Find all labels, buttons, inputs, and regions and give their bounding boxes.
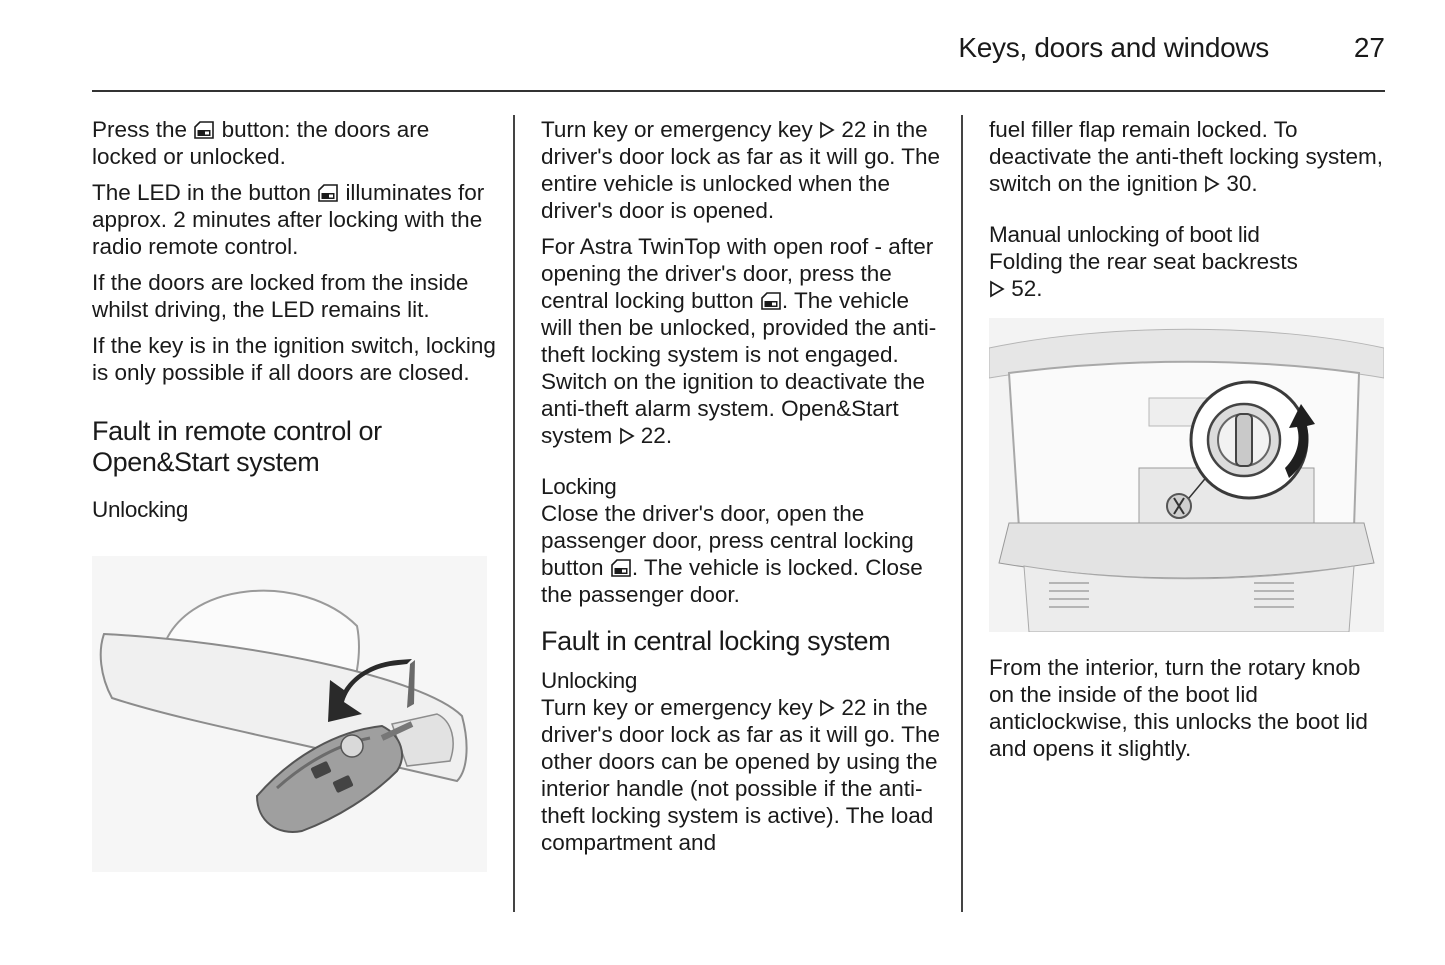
paragraph: From the interior, turn the rotary knob on the inside of the boot lid anticlockwise, this unlocks the boot lid and opens it slightly.: [989, 655, 1368, 761]
paragraph: For Astra TwinTop with open roof - after opening the driver's door, press the central locking button . The vehicle will then be unlocked, provided the anti-theft locking system is not engaged. Switch on the ignition to deactivate the anti-theft alarm system. Open&Start system 22.: [541, 234, 937, 448]
heading-fault-central-locking: Fault in central locking system: [541, 626, 891, 656]
header-rule: [92, 90, 1385, 92]
subheading-manual-unlocking-boot-lid: Manual unlocking of boot lid: [989, 222, 1260, 247]
column-divider-2: [961, 115, 963, 912]
column-divider-1: [513, 115, 515, 912]
subheading-locking: Locking: [541, 474, 617, 499]
cross-reference-arrow-icon: [819, 121, 835, 139]
paragraph: fuel filler flap remain locked. To deactivate the anti-theft locking system, switch on the ignition 30.: [989, 117, 1383, 196]
paragraph: Press the button: the doors are locked or unlocked.: [92, 117, 430, 169]
boot-lid-rotary-knob-illustration: [989, 318, 1384, 632]
section-title: Keys, doors and windows: [958, 32, 1269, 63]
column-2: [541, 116, 941, 865]
paragraph: If the doors are locked from the inside whilst driving, the LED remains lit.: [92, 270, 469, 322]
cross-reference-arrow-icon: [819, 699, 835, 717]
central-lock-button-icon: [193, 121, 215, 139]
paragraph: If the key is in the ignition switch, locking is only possible if all doors are closed.: [92, 333, 496, 385]
paragraph: Folding the rear seat backrests 52.: [989, 249, 1298, 301]
paragraph: Close the driver's door, open the passenger door, press central locking button . The vehicle is locked. Close the passenger door.: [541, 501, 923, 607]
central-lock-button-icon: [760, 292, 782, 310]
column-3: [989, 116, 1385, 311]
paragraph: Turn key or emergency key 22 in the driver's door lock as far as it will go. The other doors can be opened by using the interior handle (not possible if the anti-theft locking system is active). The load compartment and: [541, 695, 941, 855]
page-number: 27: [1353, 32, 1385, 63]
page-header: [92, 28, 1385, 68]
cross-reference-arrow-icon: [619, 427, 635, 445]
subheading-unlocking: Unlocking: [92, 497, 189, 522]
column-1: [92, 116, 497, 523]
column-3-lower: [989, 654, 1385, 771]
central-lock-button-icon: [317, 184, 339, 202]
paragraph: Turn key or emergency key 22 in the driver's door lock as far as it will go. The entire vehicle is unlocked when the driver's door is opened.: [541, 117, 941, 223]
subheading-unlocking: Unlocking: [541, 668, 638, 693]
cross-reference-arrow-icon: [1204, 175, 1220, 193]
cross-reference-arrow-icon: [989, 280, 1005, 298]
key-in-door-lock-illustration: [92, 556, 487, 872]
heading-fault-remote-control: Fault in remote control or Open&Start system: [92, 416, 382, 477]
paragraph: The LED in the button illuminates for approx. 2 minutes after locking with the radio remote control.: [92, 180, 485, 259]
central-lock-button-icon: [610, 559, 632, 577]
